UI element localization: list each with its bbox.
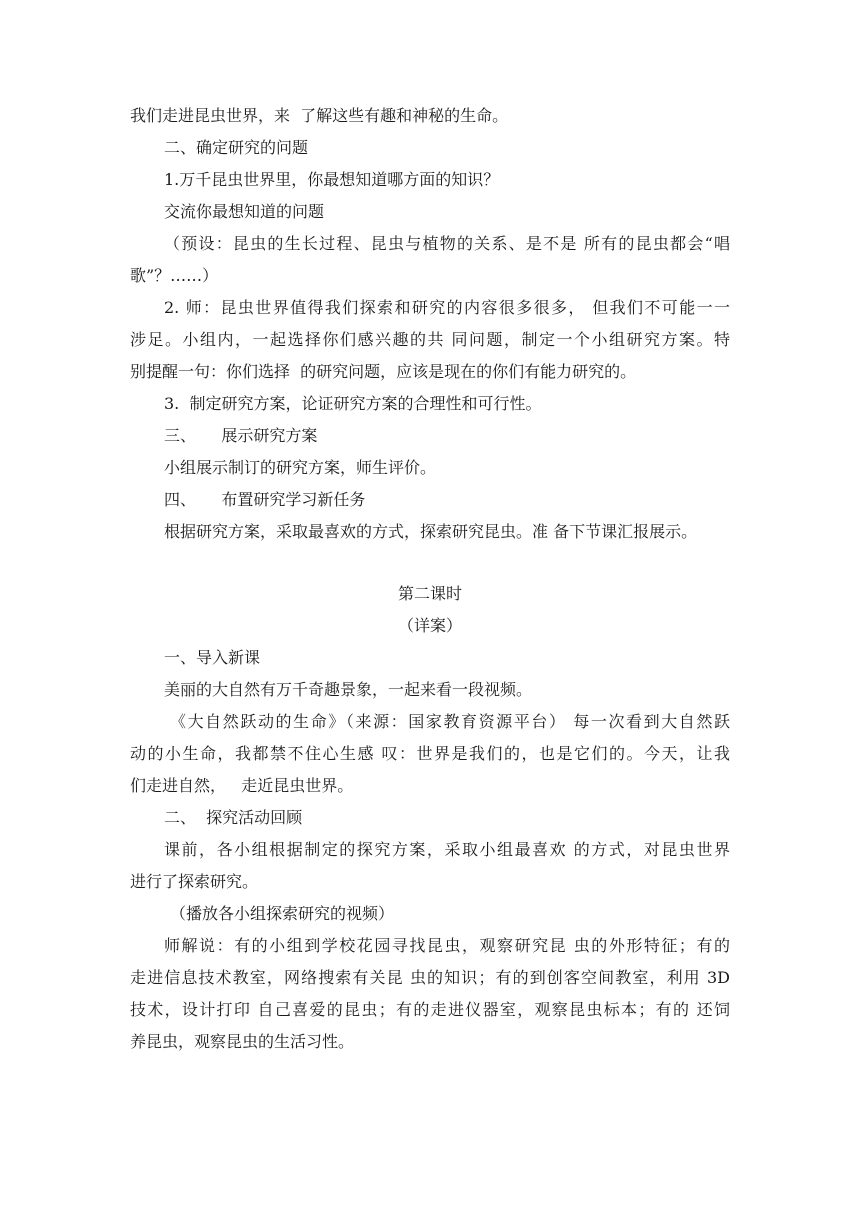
- text-line: 师解说：有的小组到学校花园寻找昆虫，观察研究昆 虫的外形特征；有的: [164, 936, 730, 955]
- text-line: 技术，设计打印 自己喜爱的昆虫；有的走进仪器室，观察昆虫标本；有的 还饲: [130, 1000, 730, 1019]
- text-line: 1.万千昆虫世界里，你最想知道哪方面的知识？: [164, 170, 500, 189]
- text-line: 养昆虫，观察昆虫的生活习性。: [130, 1032, 355, 1051]
- spacer: [130, 548, 730, 578]
- text-line: 动的小生命，我都禁不住心生感 叹：世界是我们的，也是它们的。今天，让我: [130, 744, 730, 763]
- text-line: 2. 师：昆虫世界值得我们探索和研究的内容很多很多， 但我们不可能一一: [164, 298, 730, 317]
- text-line: 美丽的大自然有万千奇趣景象，一起来看一段视频。: [164, 680, 533, 699]
- text-line: （播放各小组探索研究的视频）: [170, 904, 395, 923]
- text-line: 课前，各小组根据制定的探究方案，采取小组最喜欢 的方式，对昆虫世界: [164, 840, 730, 859]
- section-heading: 二、 探究活动回顾: [164, 808, 303, 827]
- text-line: 们走进自然， 走近昆虫世界。: [130, 776, 354, 795]
- section-heading: 三、 展示研究方案: [164, 426, 318, 445]
- text-line: 歌”？……）: [130, 266, 219, 285]
- section-heading: 一、导入新课: [164, 648, 261, 667]
- section-heading: 四、 布置研究学习新任务: [164, 490, 366, 509]
- text-line: （预设：昆虫的生长过程、昆虫与植物的关系、是不是 所有的昆虫都会“唱: [164, 234, 730, 253]
- lesson-title: 第二课时: [397, 584, 462, 603]
- text-line: 根据研究方案，采取最喜欢的方式，探索研究昆虫。准 备下节课汇报展示。: [164, 522, 698, 541]
- text-line: 小组展示制订的研究方案，师生评价。: [164, 458, 437, 477]
- text-line: 我们走进昆虫世界，来 了解这些有趣和神秘的生命。: [130, 106, 509, 125]
- lesson-subtitle: （详案）: [397, 616, 462, 635]
- text-line: 《大自然跃动的生命》（来源：国家教育资源平台） 每一次看到大自然跃: [170, 712, 730, 731]
- text-line: 交流你最想知道的问题: [164, 202, 325, 221]
- document-body: [130, 100, 730, 1058]
- text-line: 涉足。小组内，一起选择你们感兴趣的共 同问题，制定一个小组研究方案。特: [130, 330, 730, 349]
- section-heading: 二、确定研究的问题: [164, 138, 309, 157]
- text-line: 走进信息技术教室，网络搜索有关昆 虫的知识；有的到创客空间教室，利用 3D: [130, 968, 730, 987]
- text-line: 进行了探索研究。: [130, 872, 259, 891]
- text-line: 3. 制定研究方案，论证研究方案的合理性和可行性。: [164, 394, 542, 413]
- text-line: 别提醒一句：你们选择 的研究问题，应该是现在的你们有能力研究的。: [130, 362, 637, 381]
